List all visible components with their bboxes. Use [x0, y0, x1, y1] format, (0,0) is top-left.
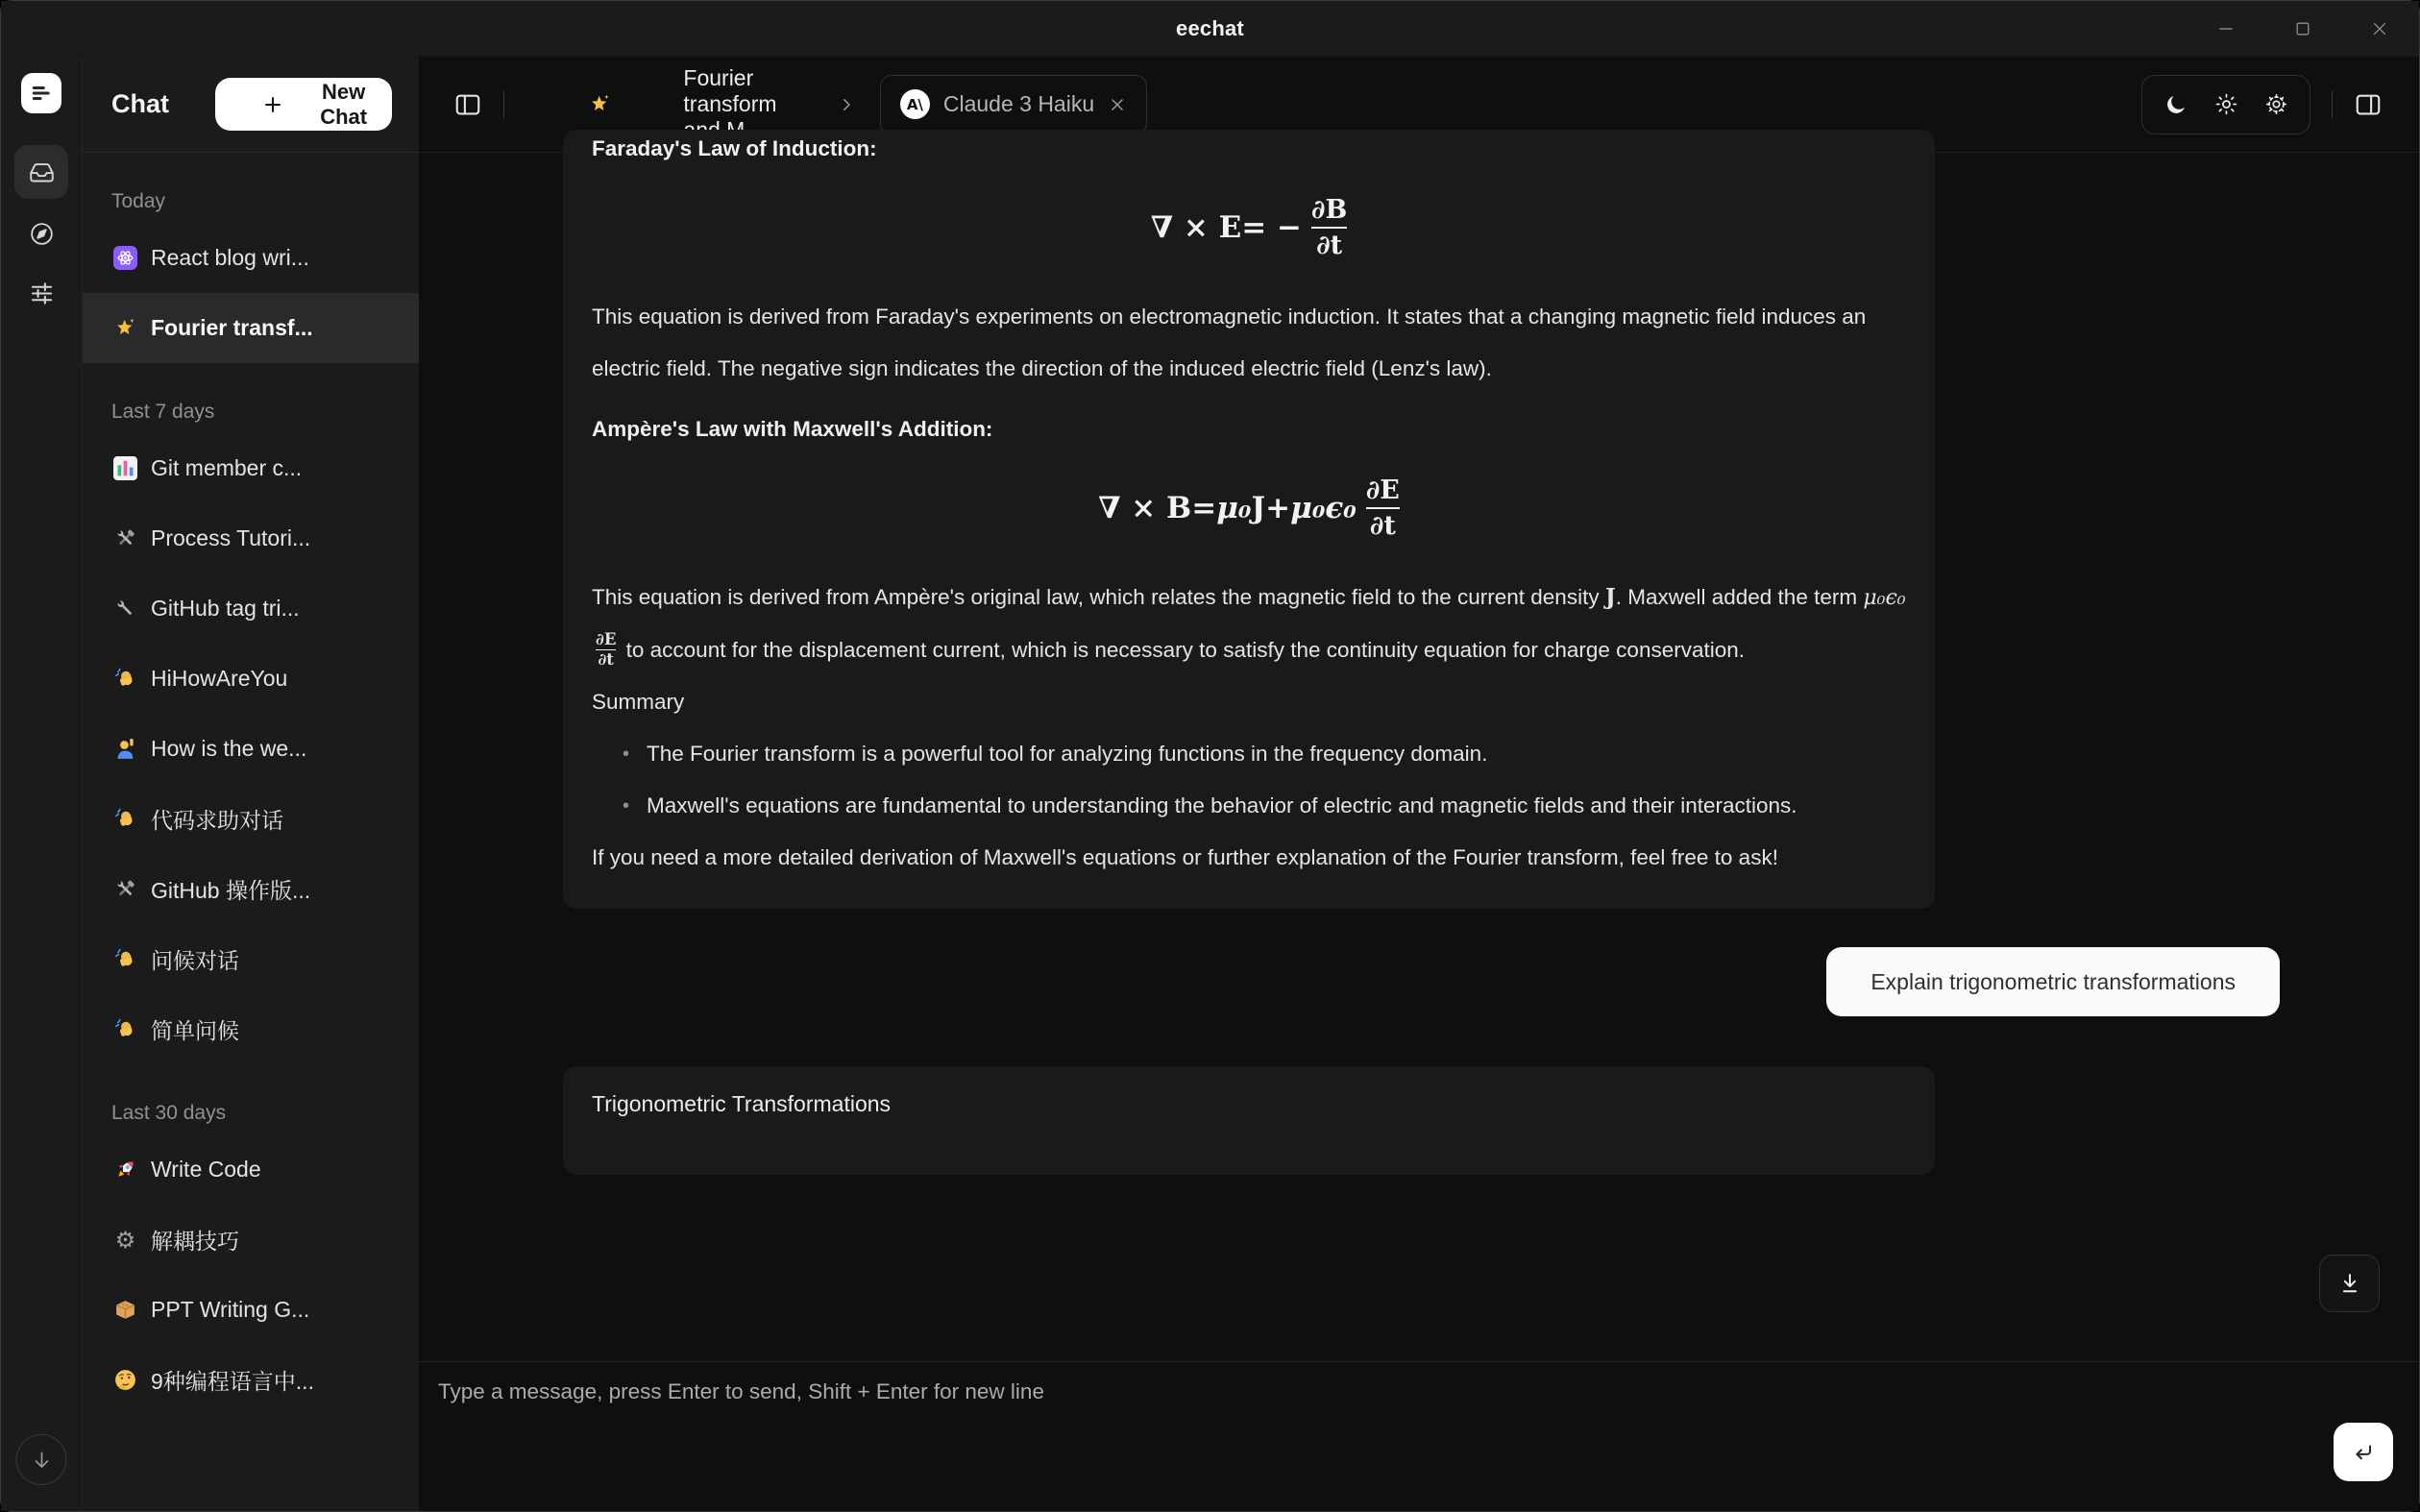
chat-item-label: Fourier transf... — [151, 315, 313, 340]
sidebar-chat-item[interactable] — [83, 293, 419, 363]
assistant-message — [563, 130, 1935, 909]
close-x-icon — [1108, 95, 1127, 114]
tabbar-divider — [503, 91, 504, 118]
chat-item-label: How is the we... — [151, 736, 307, 761]
scroll-to-bottom-button[interactable] — [2319, 1255, 2380, 1312]
sliders-icon — [22, 274, 61, 312]
maximize-button[interactable] — [2292, 18, 2313, 39]
gear-icon — [2256, 85, 2296, 125]
sidebar-chat-item[interactable] — [83, 854, 419, 924]
bullet-item: • The Fourier transform is a powerful tool for analyzing functions in the frequency domain. — [623, 742, 1488, 767]
system-theme-button[interactable] — [2256, 85, 2296, 125]
minimize-button[interactable] — [2215, 18, 2237, 39]
plus-icon — [238, 78, 307, 131]
chat-item-label: GitHub tag tri... — [151, 596, 300, 621]
section-label: Last 30 days — [111, 1102, 227, 1124]
sidebar-chat-item[interactable] — [83, 1205, 419, 1275]
markdown-heading: Faraday's Law of Induction: — [592, 136, 877, 160]
section-label: Last 7 days — [111, 401, 215, 423]
assistant-message-2-title: Trigonometric Transformations — [592, 1091, 892, 1117]
math-equation: ∇ × E = − $\frac{\partial B}{\partial t}$ — [592, 193, 1906, 262]
chat-item-label: HiHowAreYou — [151, 666, 288, 691]
waving-hand-icon — [113, 947, 137, 971]
gear-icon: ⚙ — [114, 1226, 136, 1254]
sidebar-chat-item[interactable] — [83, 433, 419, 503]
return-arrow-icon — [2334, 1423, 2393, 1481]
tab-title: Fourier transform — [683, 65, 777, 116]
model-selector[interactable] — [880, 75, 1147, 134]
sidebar-chat-item[interactable] — [83, 573, 419, 644]
chevron-right-icon — [838, 96, 855, 113]
bullet-item: • Maxwell's equations are fundamental to understanding the behavior of electric and magnetic fields and their interactions. — [623, 793, 1797, 818]
rocket-icon — [113, 1158, 137, 1182]
theme-switcher — [2141, 75, 2310, 134]
chat-item-label: 解耦技巧 — [151, 1229, 239, 1254]
new-chat-button[interactable] — [215, 78, 392, 131]
titlebar — [1, 1, 2419, 57]
rail-item-settings[interactable] — [22, 274, 61, 312]
anthropic-logo-icon: A\ — [900, 89, 930, 119]
hammer-wrench-icon — [113, 877, 137, 901]
sidebar-chat-item[interactable] — [83, 503, 419, 573]
chat-item-label: 代码求助对话 — [151, 808, 283, 833]
chat-item-label: 9种编程语言中... — [151, 1369, 314, 1394]
sidebar-chat-item[interactable] — [83, 1134, 419, 1205]
light-theme-button[interactable] — [2206, 85, 2246, 125]
compass-icon — [22, 214, 61, 253]
tabbar-divider-right — [2332, 91, 2333, 118]
rail-item-discover[interactable] — [22, 214, 61, 253]
model-close-button[interactable] — [1108, 95, 1127, 114]
sidebar-chat-item[interactable] — [83, 644, 419, 714]
new-chat-label: New Chat — [320, 79, 368, 129]
chat-item-label: React blog wri... — [151, 245, 309, 270]
sidebar-chat-item[interactable] — [83, 1275, 419, 1345]
chat-item-label: Write Code — [151, 1157, 261, 1182]
chat-item-label: 简单问候 — [151, 1018, 239, 1043]
raising-hand-icon — [113, 737, 137, 761]
panel-left-icon — [453, 90, 482, 119]
bullet-list — [592, 728, 1906, 832]
math-fraction: $\frac{\partial E}{\partial t}$ — [596, 629, 617, 670]
dark-theme-button[interactable] — [2156, 85, 2196, 125]
glowing-star-icon — [526, 92, 673, 116]
window-controls — [2215, 1, 2390, 57]
thinking-face-icon — [113, 1368, 137, 1392]
atom-icon — [113, 246, 137, 270]
chat-history-list — [83, 153, 419, 1511]
sidebar-chat-item[interactable] — [83, 994, 419, 1064]
bar-chart-icon — [113, 456, 137, 480]
chat-item-label: Process Tutori... — [151, 525, 311, 550]
sidebar-header — [83, 57, 419, 153]
moon-icon — [2156, 85, 2196, 125]
chat-item-label: Git member c... — [151, 455, 303, 480]
section-label: Today — [111, 190, 166, 212]
sidebar-chat-item[interactable] — [83, 714, 419, 784]
user-message-row — [563, 947, 2280, 1016]
toggle-right-panel-button[interactable] — [2354, 90, 2383, 119]
arrow-down-to-line-icon — [2320, 1256, 2379, 1311]
waving-hand-icon — [113, 807, 137, 831]
sidebar-chat-item[interactable] — [83, 784, 419, 854]
paragraph: This equation is derived from Ampère's original law, which relates the magnetic field to the current density J. Maxwell added the term μ₀ϵ₀ $\frac{\partial E}{\partial t}$ to account for the displacement current, which is necessary to satisfy the continuity equation for charge conservation. — [592, 584, 1906, 670]
waving-hand-icon — [113, 1017, 137, 1041]
sidebar-title: Chat — [111, 89, 169, 118]
model-name: Claude 3 Haiku — [942, 91, 1095, 116]
main-panel — [419, 57, 2419, 1511]
sidebar-chat-item[interactable] — [83, 223, 419, 293]
message-input[interactable] — [438, 1376, 2304, 1498]
user-message: Explain trigonometric transformations — [1826, 947, 2280, 1016]
inbox-icon — [14, 145, 68, 199]
app-logo-icon — [21, 73, 61, 113]
message-scroll-area[interactable] — [419, 136, 2419, 1361]
chat-item-label: GitHub 操作版... — [151, 878, 311, 903]
chat-item-label: 问候对话 — [151, 948, 239, 973]
sidebar-chat-item[interactable] — [83, 1345, 419, 1415]
markdown-heading: Ampère's Law with Maxwell's Addition: — [592, 417, 993, 442]
send-button[interactable] — [2334, 1423, 2393, 1481]
math-equation: ∇ × B = μ₀ J + μ₀ϵ₀ $\frac{\partial E}{\partial t}$ — [592, 474, 1906, 543]
app-logo[interactable] — [21, 73, 61, 113]
hammer-wrench-icon — [113, 526, 137, 550]
glowing-star-icon — [113, 316, 137, 340]
sidebar — [83, 57, 419, 1511]
chat-item-label: PPT Writing G... — [151, 1297, 310, 1322]
package-icon — [113, 1298, 137, 1322]
panel-right-icon — [2354, 90, 2383, 119]
math-fraction: $\frac{\partial E}{\partial t}$ — [1365, 476, 1400, 542]
rail-scroll-down-button[interactable] — [16, 1434, 67, 1485]
waving-hand-icon — [113, 667, 137, 691]
nav-rail — [1, 57, 83, 1511]
assistant-message-2 — [563, 1066, 1935, 1175]
close-button[interactable] — [2369, 18, 2390, 39]
toggle-left-panel-button[interactable] — [453, 90, 482, 119]
composer — [419, 1361, 2419, 1511]
arrow-down-icon — [17, 1435, 66, 1484]
wrench-icon — [113, 597, 137, 621]
sidebar-chat-item[interactable] — [83, 924, 419, 994]
app-title: eechat — [1176, 16, 1244, 40]
paragraph: This equation is derived from Faraday's experiments on electromagnetic induction. It states that a changing magnetic field induces an electric field. The negative sign indicates the direction of the induced electric field (Lenz's law). — [592, 305, 1867, 381]
sun-icon — [2206, 85, 2246, 125]
rail-item-chats[interactable] — [14, 145, 68, 199]
math-fraction: $\frac{\partial B}{\partial t}$ — [1311, 195, 1348, 261]
paragraph: If you need a more detailed derivation of Maxwell's equations or further explanation of the Fourier transform, feel free to ask! — [592, 845, 1778, 870]
paragraph: Summary — [592, 690, 685, 715]
